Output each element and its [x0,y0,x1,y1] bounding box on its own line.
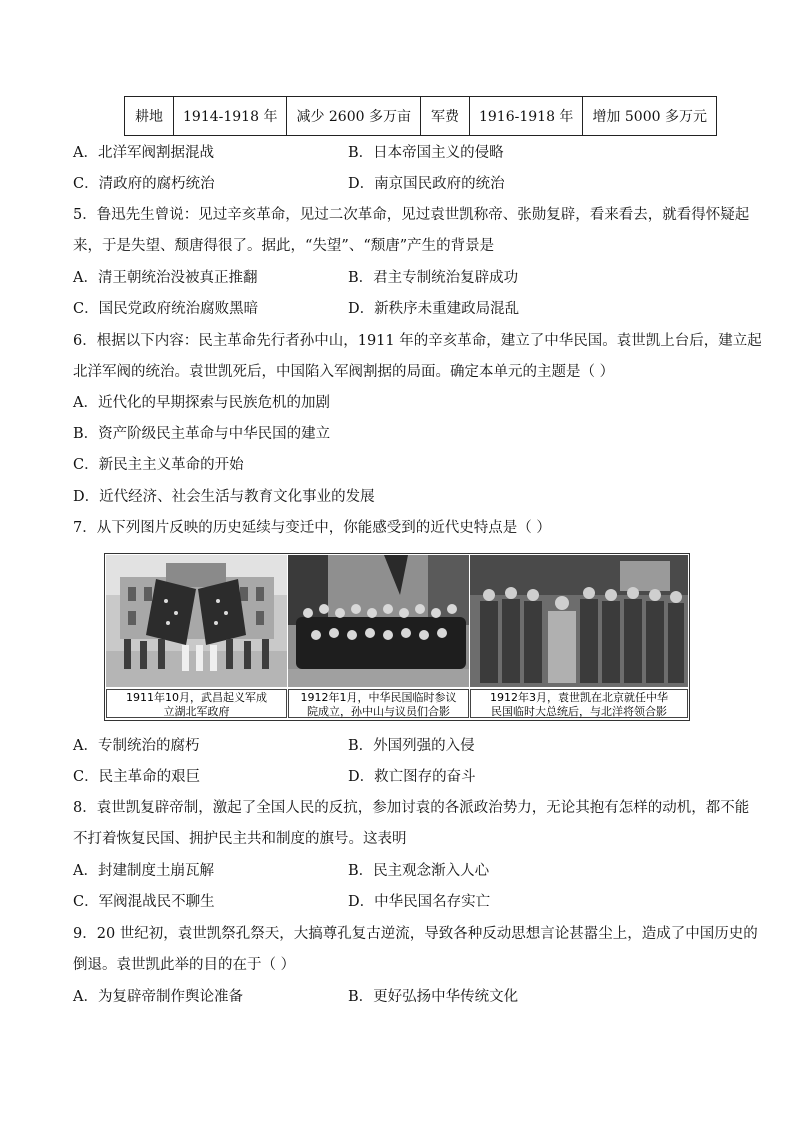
photo-caption-2 [288,689,469,718]
photo-hubei-military-government [106,555,287,687]
q7-option-a: A．专制统治的腐朽 [73,738,200,754]
q4-option-c: C．清政府的腐朽统治 [73,176,215,192]
q7-option-b: B．外国列强的入侵 [348,738,475,754]
caption-line: 院成立，孙中山与议员们合影 [307,705,450,718]
q9-stem-line1: 9．20 世纪初，袁世凯祭孔祭天，大搞尊孔复古逆流，导致各种反动思想言论甚嚣尘上，造成了中国历史的 [73,926,758,942]
q7-option-c: C．民主革命的艰巨 [73,769,201,785]
q7-option-d: D．救亡图存的奋斗 [348,769,476,785]
data-table [124,96,717,136]
q5-option-b: B．君主专制统治复辟成功 [348,270,519,286]
table-cell: 增加 5000 多万元 [583,97,717,136]
photo-provisional-senate [288,555,469,687]
photo-caption-3 [470,689,688,718]
caption-line: 1911年10月，武昌起义军成 [126,691,267,704]
photo-yuan-shikai-beiyang-generals [470,555,688,687]
q5-stem-line2: 来，于是失望、颓唐得很了。据此，“失望”、“颓唐”产生的背景是 [73,238,495,254]
q8-stem-line2: 不打着恢复民国、拥护民主共和制度的旗号。这表明 [73,831,407,847]
table-cell: 1916-1918 年 [469,97,582,136]
table-cell: 军费 [420,97,469,136]
q7-stem-line1: 7．从下列图片反映的历史延续与变迁中，你能感受到的近代史特点是（ ） [73,520,551,536]
historical-photos-panel [104,553,690,721]
q8-stem-line1: 8．袁世凯复辟帝制，激起了全国人民的反抗，参加讨袁的各派政治势力，无论其抱有怎样的动机，都不能 [73,800,750,816]
q5-option-c: C．国民党政府统治腐败黑暗 [73,301,259,317]
q6-option-d: D．近代经济、社会生活与教育文化事业的发展 [73,489,375,505]
q5-option-d: D．新秩序未重建政局混乱 [348,301,520,317]
q9-option-a: A．为复辟帝制作舆论准备 [73,989,243,1005]
q5-stem-line1: 5．鲁迅先生曾说：见过辛亥革命，见过二次革命，见过袁世凯称帝、张勋复辟，看来看去，就看得怀疑起 [73,207,750,223]
table-cell: 耕地 [125,97,174,136]
q9-option-b: B．更好弘扬中华传统文化 [348,989,519,1005]
q6-option-a: A．近代化的早期探索与民族危机的加剧 [73,395,330,411]
q4-option-a: A．北洋军阀割据混战 [73,145,214,161]
caption-line: 1912年3月，袁世凯在北京就任中华 [490,691,668,704]
q4-option-d: D．南京国民政府的统治 [348,176,505,192]
q8-option-d: D．中华民国名存实亡 [348,894,491,910]
q8-option-c: C．军阀混战民不聊生 [73,894,215,910]
q6-stem-line1: 6．根据以下内容：民主革命先行者孙中山，1911 年的辛亥革命，建立了中华民国。袁世凯上台后，建立起 [73,333,762,349]
q9-stem-line2: 倒退。袁世凯此举的目的在于（ ） [73,957,296,973]
q6-option-c: C．新民主主义革命的开始 [73,457,244,473]
photo-caption-1 [106,689,287,718]
q8-option-a: A．封建制度土崩瓦解 [73,863,214,879]
table-cell: 减少 2600 多万亩 [287,97,421,136]
table-cell: 1914-1918 年 [174,97,287,136]
q8-option-b: B．民主观念渐入人心 [348,863,490,879]
caption-line: 民国临时大总统后，与北洋将领合影 [491,705,667,718]
caption-line: 1912年1月，中华民国临时参议 [300,691,457,704]
q6-stem-line2: 北洋军阀的统治。袁世凯死后，中国陷入军阀割据的局面。确定本单元的主题是（ ） [73,364,615,380]
q4-option-b: B．日本帝国主义的侵略 [348,145,504,161]
q5-option-a: A．清王朝统治没被真正推翻 [73,270,258,286]
q6-option-b: B．资产阶级民主革命与中华民国的建立 [73,426,331,442]
table-row [125,97,717,136]
caption-line: 立湖北军政府 [163,705,230,718]
